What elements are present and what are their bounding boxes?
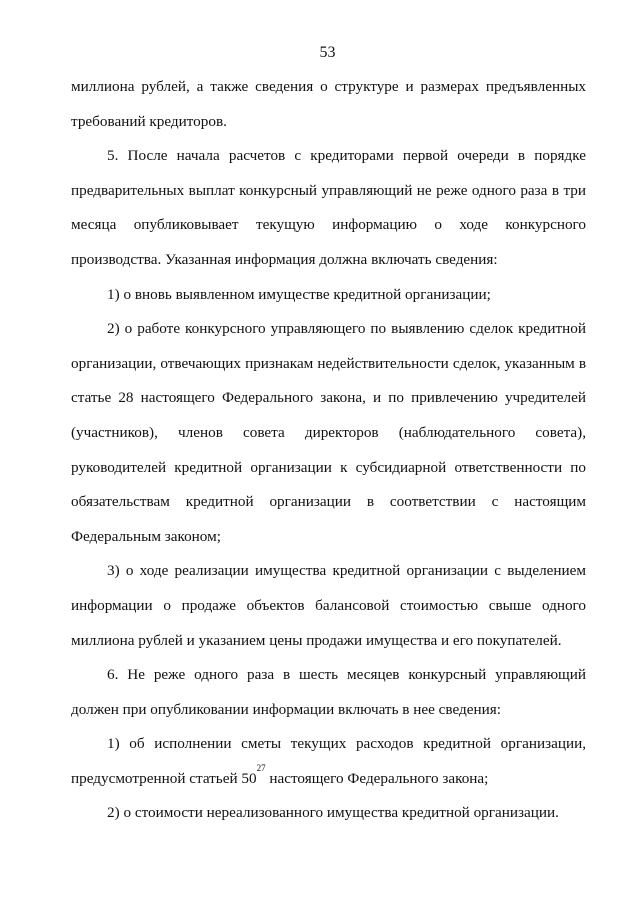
subitem-6-1-text-end: настоящего Федерального закона; xyxy=(265,769,489,787)
paragraph-item-6: 6. Не реже одного раза в шесть месяцев конкурсный управляющий должен при опубликовании информации включать в нее сведения: xyxy=(71,666,586,718)
paragraph-subitem-5-1: 1) о вновь выявленном имуществе кредитной организации; xyxy=(107,285,491,303)
paragraph-subitem-6-1 xyxy=(71,727,586,796)
page-number: 53 xyxy=(319,44,336,61)
document-body xyxy=(71,70,586,831)
paragraph-subitem-5-2: 2) о работе конкурсного управляющего по выявлению сделок кредитной организации, отвечающих признакам недействительности сделок, указанным в статье 28 настоящего Федерального закона, и по привлечению учредителей (участников), членов совета директоров (наблюдательного совета), руководителей кредитной организации к субсидиарной ответственности по обязательствам кредитной организации в соответствии с настоящим Федеральным законом; xyxy=(71,320,586,545)
paragraph-subitem-5-3: 3) о ходе реализации имущества кредитной организации с выделением информации о продаже объектов балансовой стоимостью свыше одного миллиона рублей и указанием цены продажи имущества и его покупателей. xyxy=(71,562,586,649)
paragraph-item-5: 5. После начала расчетов с кредиторами первой очереди в порядке предварительных выплат конкурсный управляющий не реже одного раза в три месяца опубликовывает текущую информацию о ходе конкурсного производства. Указанная информация должна включать сведения: xyxy=(71,147,586,268)
paragraph-continuation: миллиона рублей, а также сведения о структуре и размерах предъявленных требований кредиторов. xyxy=(71,78,586,130)
article-superscript: 27 xyxy=(256,762,266,773)
subitem-6-1-text-start: 1) об исполнении сметы текущих расходов кредитной организации, предусмотренной статьей 50 xyxy=(71,735,586,787)
paragraph-subitem-6-2: 2) о стоимости нереализованного имущества кредитной организации. xyxy=(107,804,559,822)
